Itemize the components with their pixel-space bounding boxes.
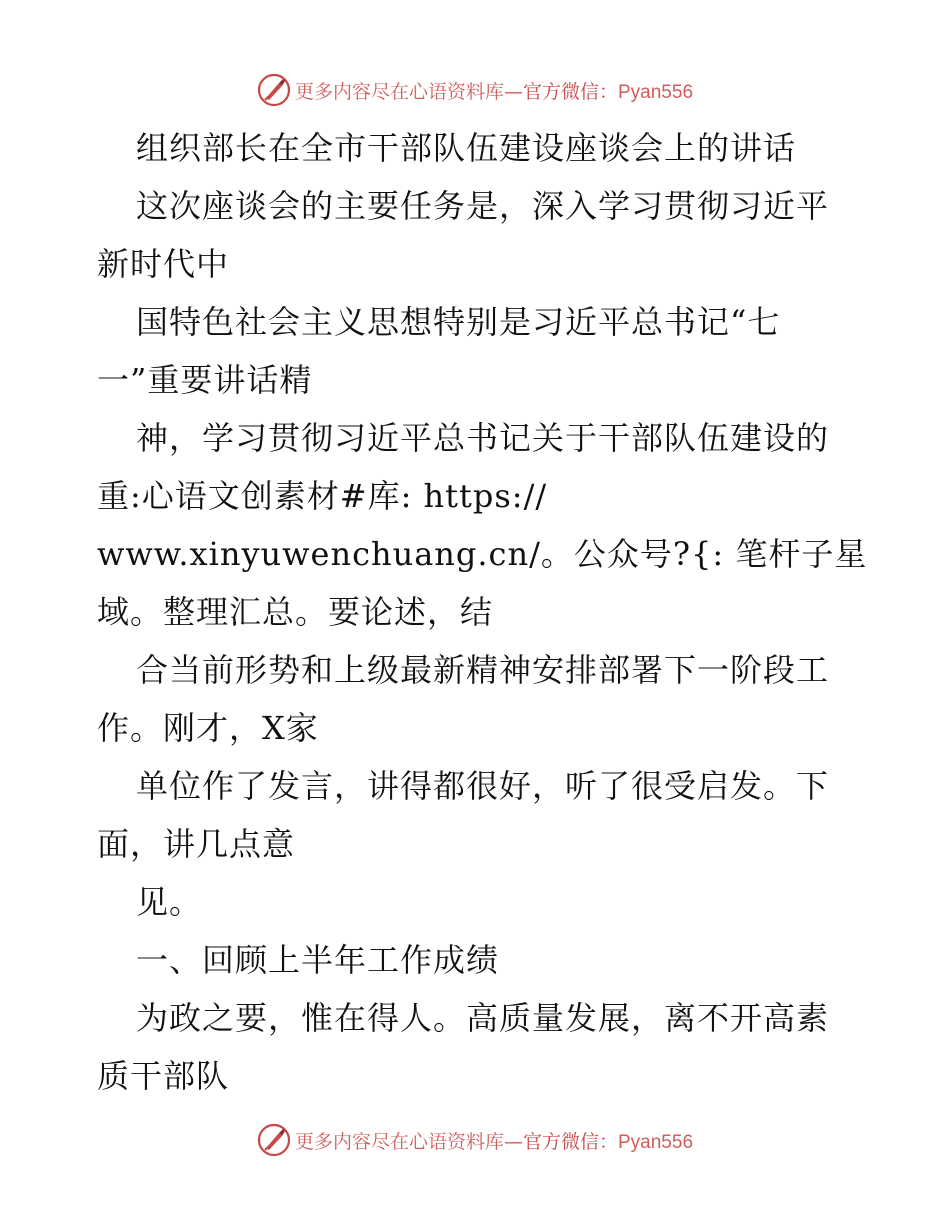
watermark-tail: 官方微信： bbox=[522, 1130, 618, 1153]
watermark-banner-top bbox=[0, 70, 950, 110]
paragraph-line: 国特色社会主义思想特别是习近平总书记“七 bbox=[136, 303, 781, 341]
paragraph-line: 重:心语文创素材#库: https:// bbox=[97, 477, 548, 515]
watermark-main: 更多内容尽在心语资料库 bbox=[294, 1130, 504, 1153]
paragraph-line: 为政之要，惟在得人。高质量发展，离不开高素 bbox=[136, 999, 830, 1037]
watermark-separator: — bbox=[503, 80, 523, 103]
document-title: 组织部长在全市干部队伍建设座谈会上的讲话 bbox=[136, 129, 797, 167]
watermark-id: Pyan556 bbox=[618, 1131, 694, 1153]
watermark-banner-bottom bbox=[0, 1120, 950, 1160]
paragraph-line: www.xinyuwenchuang.cn/。公众号?{: 笔杆子星 bbox=[97, 535, 868, 573]
paragraph-line: 面，讲几点意 bbox=[97, 825, 296, 863]
quill-pen-logo-icon bbox=[257, 73, 291, 107]
paragraph-line: 新时代中 bbox=[97, 245, 230, 283]
watermark-separator: — bbox=[503, 1130, 523, 1153]
paragraph-line: 合当前形势和上级最新精神安排部署下一阶段工 bbox=[136, 651, 830, 689]
watermark-id: Pyan556 bbox=[618, 81, 694, 103]
watermark-text bbox=[295, 77, 693, 104]
paragraph-line: 单位作了发言，讲得都很好，听了很受启发。下 bbox=[136, 767, 830, 805]
paragraph-line: 神，学习贯彻习近平总书记关于干部队伍建设的 bbox=[136, 419, 830, 457]
watermark-main: 更多内容尽在心语资料库 bbox=[294, 80, 504, 103]
paragraph-line: 一”重要讲话精 bbox=[97, 361, 313, 399]
quill-pen-logo-icon bbox=[257, 1123, 291, 1157]
paragraph-line: 域。整理汇总。要论述，结 bbox=[97, 593, 494, 631]
watermark-tail: 官方微信： bbox=[522, 80, 618, 103]
section-heading: 一、回顾上半年工作成绩 bbox=[136, 941, 500, 979]
paragraph-line: 作。刚才，X家 bbox=[97, 709, 319, 747]
paragraph-line: 这次座谈会的主要任务是，深入学习贯彻习近平 bbox=[136, 187, 830, 225]
watermark-text bbox=[295, 1127, 693, 1154]
paragraph-line: 质干部队 bbox=[97, 1057, 230, 1095]
paragraph-line: 见。 bbox=[136, 883, 203, 921]
